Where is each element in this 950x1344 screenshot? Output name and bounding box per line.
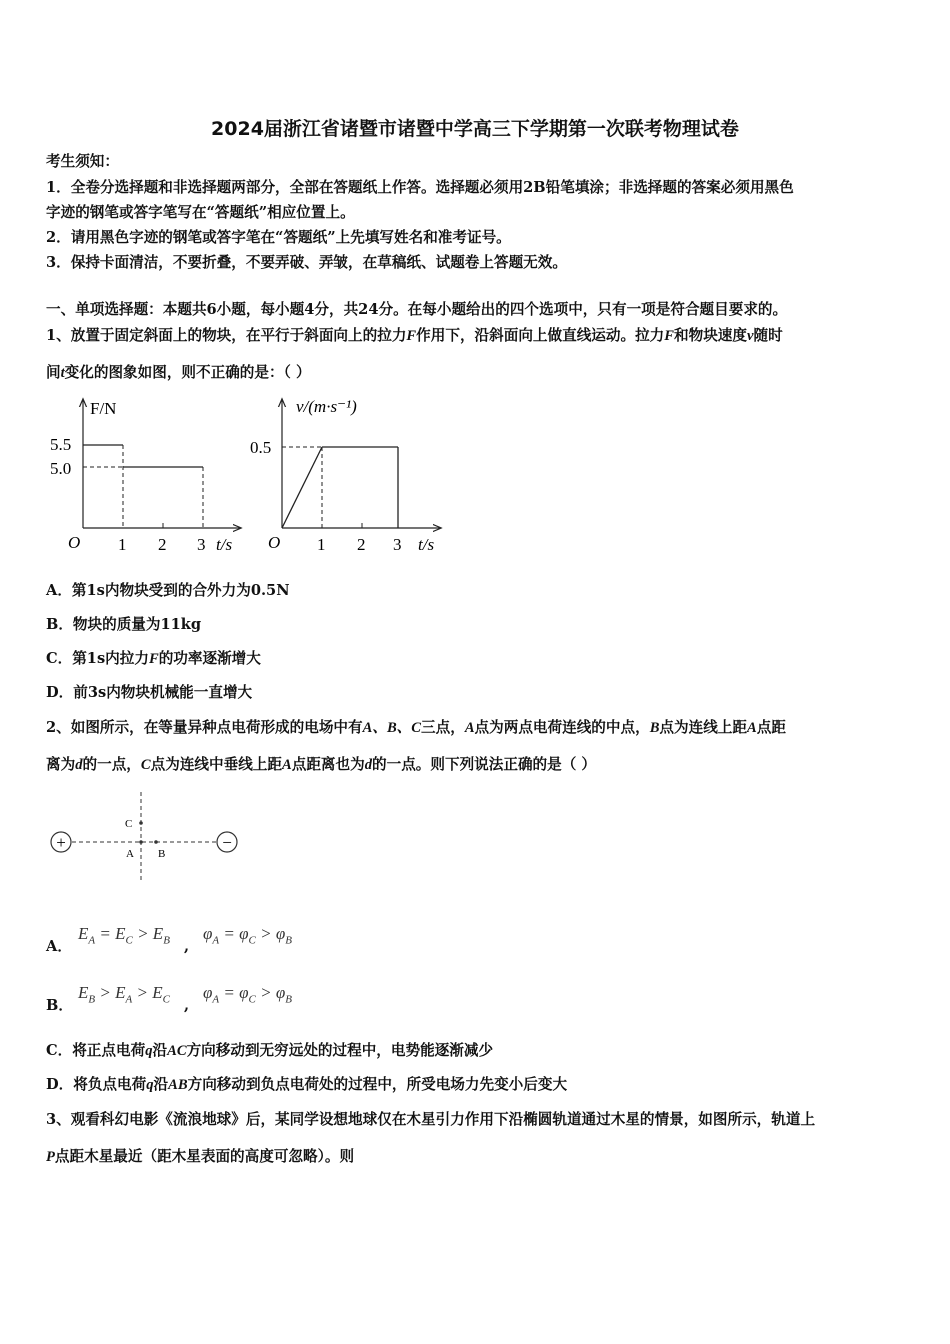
positive-sign: + xyxy=(56,833,66,852)
q1-option-c-text: 的功率逐渐增大 xyxy=(158,650,261,667)
v-xtick-1: 1 xyxy=(317,535,326,554)
label-b: B xyxy=(158,848,166,860)
f-origin: O xyxy=(68,533,81,552)
q1-var-v: v xyxy=(746,328,754,344)
q1-var-t: t xyxy=(60,365,65,381)
q2-text: 三点， xyxy=(421,719,465,736)
q2-text: 点为连线上距 xyxy=(659,719,747,736)
q2-text: 点为两点电荷连线的中点， xyxy=(474,719,650,736)
q3-stem-line2 xyxy=(46,1147,354,1167)
q2-var: d xyxy=(75,757,83,773)
f-xlabel: t/s xyxy=(216,535,233,554)
charge-diagram xyxy=(44,788,244,886)
notice-line-1a: 1．全卷分选择题和非选择题两部分，全部在答题纸上作答。选择题必须用2B铅笔填涂；非选择题的答案必须用黑色 xyxy=(46,179,794,196)
section-heading: 一、单项选择题：本题共6小题，每小题4分，共24分。在每小题给出的四个选项中，只有一项是符合题目要求的。 xyxy=(46,301,788,318)
v-origin: O xyxy=(268,533,281,552)
q2-option-d-var: q xyxy=(146,1077,154,1093)
q2-stem-line2 xyxy=(46,755,596,775)
q2-option-d-text: 方向移动到负点电荷处的过程中，所受电场力先变小后变大 xyxy=(187,1076,568,1093)
f-xtick-2: 2 xyxy=(158,535,167,554)
q2-option-a-label: A． xyxy=(46,938,72,955)
point-c xyxy=(139,821,143,825)
q1-stem-line2 xyxy=(46,363,311,383)
point-b xyxy=(154,840,158,844)
q2-text: 的一点。则下列说法正确的是（ ） xyxy=(372,756,596,773)
f-ytick-5.5: 5.5 xyxy=(50,435,72,454)
page-title: 2024届浙江省诸暨市诸暨中学高三下学期第一次联考物理试卷 xyxy=(211,118,739,140)
f-xtick-1: 1 xyxy=(118,535,127,554)
v-t-graph xyxy=(240,390,450,560)
q2-option-b-comma: , xyxy=(184,997,190,1014)
q1-option-d: D．前3s内物块机械能一直增大 xyxy=(46,684,253,701)
point-a xyxy=(139,840,143,844)
q1-stem-line1 xyxy=(46,326,783,346)
q1-var-F: F xyxy=(406,328,417,344)
q1-option-c xyxy=(46,649,261,669)
q2-var: A xyxy=(747,720,757,736)
q2-option-a-formula-2: $\varphi_A = \varphi_C > \varphi_B$ xyxy=(203,924,292,947)
q2-option-c-text: C．将正点电荷 xyxy=(46,1042,146,1059)
q2-option-c-var: q xyxy=(145,1043,153,1059)
q1-option-a: A．第1s内物块受到的合外力为0.5N xyxy=(46,582,290,599)
q2-text: 点距 xyxy=(756,719,786,736)
q2-option-b-formula-2: $\varphi_A = \varphi_C > \varphi_B$ xyxy=(203,983,292,1006)
q1-text: 变化的图象如图，则不正确的是：（ ） xyxy=(64,364,311,381)
v-xtick-3: 3 xyxy=(393,535,402,554)
v-xtick-2: 2 xyxy=(357,535,366,554)
q2-var: A xyxy=(281,757,292,773)
q2-option-c-var: AC xyxy=(167,1043,187,1059)
label-a: A xyxy=(126,848,134,860)
notice-line-2: 2．请用黑色字迹的钢笔或答字笔在“答题纸”上先填写姓名和准考证号。 xyxy=(46,229,511,246)
v-xlabel: t/s xyxy=(418,535,435,554)
q2-option-a-formula-1: $E_A = E_C > E_B$ xyxy=(78,924,170,947)
q3-text: 点距木星最近（距木星表面的高度可忽略）。则 xyxy=(54,1148,355,1165)
q2-option-d xyxy=(46,1075,567,1095)
v-ylabel: v/(m·s⁻¹) xyxy=(296,397,357,416)
q2-option-b-label: B． xyxy=(46,997,73,1014)
q2-var: d xyxy=(364,757,372,773)
q2-option-d-text: D．将负点电荷 xyxy=(46,1076,147,1093)
v-ytick-0.5: 0.5 xyxy=(250,438,272,457)
q2-option-d-text: 沿 xyxy=(153,1076,169,1093)
q2-var: A、B、C xyxy=(362,720,422,736)
q2-option-c-text: 沿 xyxy=(152,1042,168,1059)
q2-stem-line1 xyxy=(46,718,786,738)
q1-text: 1、放置于固定斜面上的物块，在平行于斜面向上的拉力 xyxy=(46,327,407,344)
q1-text: 随时 xyxy=(753,327,783,344)
q2-var: B xyxy=(649,720,660,736)
q2-var: A xyxy=(464,720,475,736)
negative-sign: − xyxy=(222,833,232,852)
q1-text: 作用下，沿斜面向上做直线运动。拉力 xyxy=(416,327,665,344)
q3-var-P: P xyxy=(46,1149,55,1165)
q1-option-c-text: C．第1s内拉力 xyxy=(46,650,149,667)
label-c: C xyxy=(125,818,133,830)
f-ylabel: F/N xyxy=(90,399,117,418)
q1-text: 间 xyxy=(46,364,61,381)
q2-text: 离为 xyxy=(46,756,76,773)
v-ramp xyxy=(282,447,322,528)
notice-line-1b: 字迹的钢笔或答字笔写在“答题纸”相应位置上。 xyxy=(46,204,355,221)
q2-option-b-formula-1: $E_B > E_A > E_C$ xyxy=(78,983,170,1006)
q3-stem-line1: 3、观看科幻电影《流浪地球》后，某同学设想地球仅在木星引力作用下沿椭圆轨道通过木星的情景，如图所示，轨道上 xyxy=(46,1111,816,1128)
q1-option-c-var: F xyxy=(148,651,159,667)
q2-text: 的一点， xyxy=(82,756,141,773)
q2-text: 点距离也为 xyxy=(291,756,365,773)
f-t-graph xyxy=(40,390,250,560)
q2-text: 2、如图所示，在等量异种点电荷形成的电场中有 xyxy=(46,719,363,736)
q1-option-b: B．物块的质量为11kg xyxy=(46,616,202,633)
q1-text: 和物块速度 xyxy=(674,327,747,344)
q2-var: C xyxy=(140,757,151,773)
q2-option-a-comma: , xyxy=(184,938,190,955)
notice-line-3: 3．保持卡面清洁，不要折叠，不要弄破、弄皱，在草稿纸、试题卷上答题无效。 xyxy=(46,254,567,271)
q1-var-F: F xyxy=(664,328,674,344)
f-ytick-5.0: 5.0 xyxy=(50,459,72,478)
f-xtick-3: 3 xyxy=(197,535,206,554)
q2-option-d-var: AB xyxy=(168,1077,188,1093)
q2-option-c xyxy=(46,1041,493,1061)
q2-option-c-text: 方向移动到无穷远处的过程中，电势能逐渐减少 xyxy=(186,1042,494,1059)
notice-heading: 考生须知： xyxy=(46,153,119,170)
q2-text: 点为连线中垂线上距 xyxy=(150,756,282,773)
